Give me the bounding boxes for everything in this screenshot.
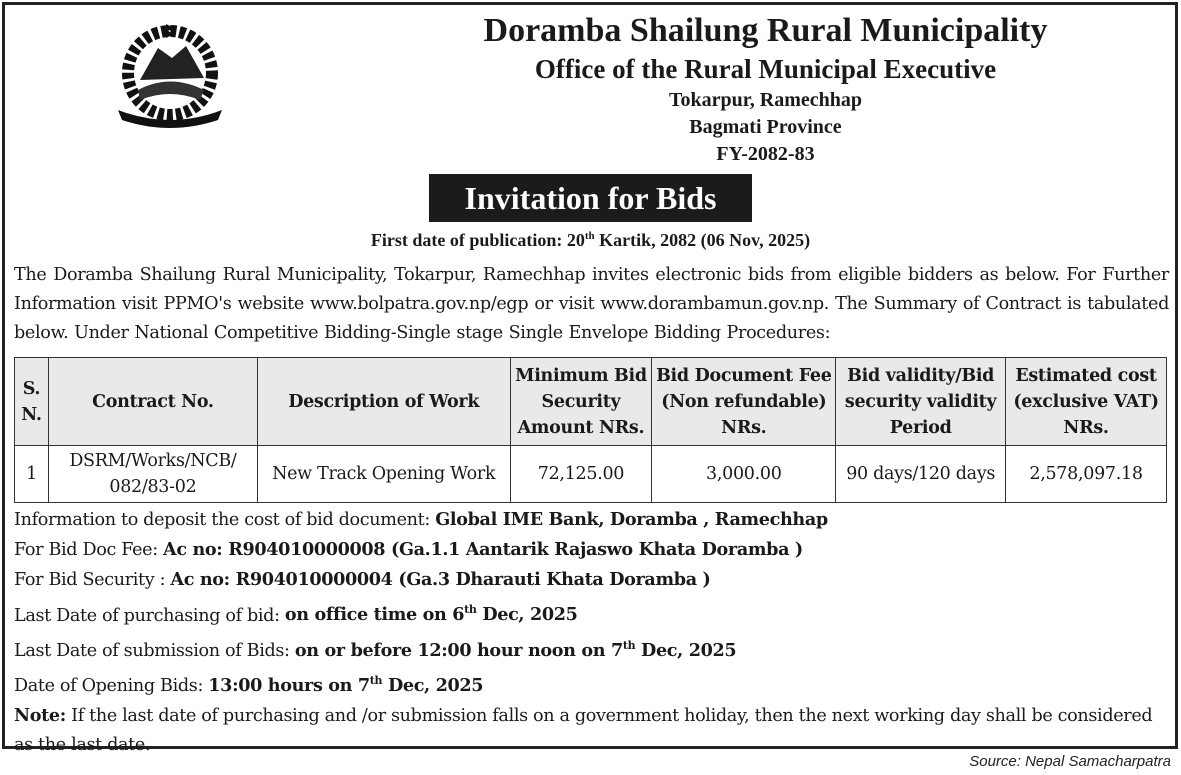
table-header-row xyxy=(15,358,1167,446)
cell-contract-no: DSRM/Works/NCB/ 082/83-02 xyxy=(48,446,257,503)
info-bank: Information to deposit the cost of bid document: Global IME Bank, Doramba , Ramechhap xyxy=(14,509,828,530)
contract-table xyxy=(14,357,1167,503)
header-doc-fee: Bid Document Fee (Non refundable) NRs. xyxy=(652,358,836,446)
province: Bagmati Province xyxy=(689,116,842,138)
header-description: Description of Work xyxy=(257,358,510,446)
cell-sn: 1 xyxy=(15,446,49,503)
header-sn: S. N. xyxy=(15,358,49,446)
cell-doc-fee: 3,000.00 xyxy=(652,446,836,503)
header-estimated-cost: Estimated cost (exclusive VAT) NRs. xyxy=(1006,358,1167,446)
info-opening-date: Date of Opening Bids: 13:00 hours on 7th Dec, 2025 xyxy=(14,673,484,696)
cell-estimated-cost: 2,578,097.18 xyxy=(1006,446,1167,503)
cell-description: New Track Opening Work xyxy=(257,446,510,503)
info-purchase-deadline: Last Date of purchasing of bid: on office time on 6th Dec, 2025 xyxy=(14,603,578,626)
info-security-account: For Bid Security : Ac no: R904010000004 (Ga.3 Dharauti Khata Doramba ) xyxy=(14,569,711,591)
source-credit: Source: Nepal Samacharpatra xyxy=(969,753,1171,770)
office-name: Office of the Rural Municipal Executive xyxy=(534,54,997,84)
info-doc-fee-account: For Bid Doc Fee: Ac no: R904010000008 (Ga.1.1 Aantarik Rajaswo Khata Doramba ) xyxy=(14,539,803,561)
table-row xyxy=(15,446,1167,503)
header-contract-no: Contract No. xyxy=(48,358,257,446)
info-submission-deadline: Last Date of submission of Bids: on or before 12:00 hour noon on 7th Dec, 2025 xyxy=(14,638,737,661)
notice-title: Invitation for Bids xyxy=(429,174,752,222)
header-bid-security: Minimum Bid Security Amount NRs. xyxy=(510,358,652,446)
address: Tokarpur, Ramechhap xyxy=(668,89,863,111)
fiscal-year: FY-2082-83 xyxy=(716,143,815,165)
intro-paragraph: The Doramba Shailung Rural Municipality, Tokarpur, Ramechhap invites electronic bids from eligible bidders as below. For Further Information visit PPMO's website www.bolpatra.gov.np/egp or visit www.dorambamun.gov.np. The Summary of Contract is tabulated below. Under National Competitive Bidding-Single stage Single Envelope Bidding Procedures: xyxy=(14,265,1169,343)
publication-date: First date of publication: 20th Kartik, 2082 (06 Nov, 2025) xyxy=(370,230,811,250)
cell-validity: 90 days/120 days xyxy=(836,446,1006,503)
header-validity: Bid validity/Bid security validity Period xyxy=(836,358,1006,446)
bid-information xyxy=(14,505,1169,760)
cell-bid-security: 72,125.00 xyxy=(510,446,652,503)
municipality-name: Doramba Shailung Rural Municipality xyxy=(483,12,1048,49)
note: Note: If the last date of purchasing and /or submission falls on a government holiday, then the next working day shall be considered as the last date. xyxy=(14,704,1153,755)
